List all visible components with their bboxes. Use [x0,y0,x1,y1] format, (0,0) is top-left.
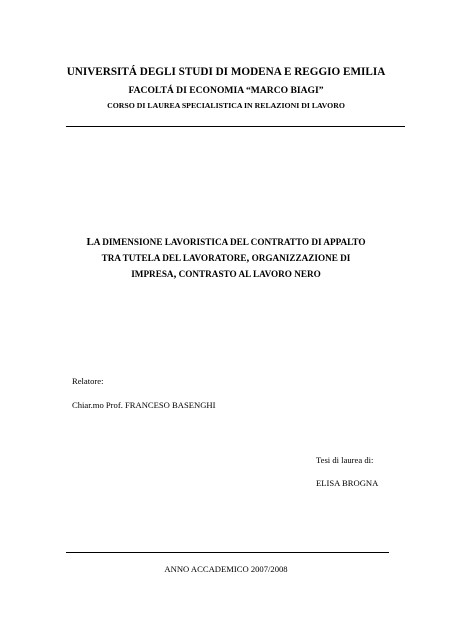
title-line-1-text: A DIMENSIONE LAVORISTICA DEL CONTRATTO DI APPALTO [93,237,366,247]
title-line-3-part-2: CONTRASTO AL LAVORO NERO [176,269,321,279]
title-initial: L [86,236,94,248]
candidate-name: ELISA BROGNA [316,478,379,488]
title-line-2-part-2: ORGANIZZAZIONE DI [249,253,351,263]
supervisor-label: Relatore: [72,376,104,386]
title-line-2-part-1: TRA TUTELA DEL LAVORATORE [101,253,247,263]
academic-year: ANNO ACCADEMICO 2007/2008 [164,564,288,574]
title-line-3-comma: , [173,268,177,280]
supervisor-name: Chiar.mo Prof. FRANCESO BASENGHI [72,400,216,410]
university-name: UNIVERSITÁ DEGLI STUDI DI MODENA E REGGIO EMILIA [66,66,386,78]
title-line-2-comma: , [246,252,250,264]
thesis-title-line-2 [0,250,452,266]
header-divider [66,126,405,127]
candidate-label: Tesi di laurea di: [316,455,374,465]
title-line-3-part-1: IMPRESA [131,269,174,279]
faculty-name: FACOLTÁ DI ECONOMIA “MARCO BIAGI” [128,85,324,96]
degree-course: CORSO DI LAUREA SPECIALISTICA IN RELAZIONI DI LAVORO [107,101,345,110]
thesis-title-line-1 [0,234,452,250]
thesis-title-line-3 [0,266,452,282]
footer-divider [66,552,389,553]
